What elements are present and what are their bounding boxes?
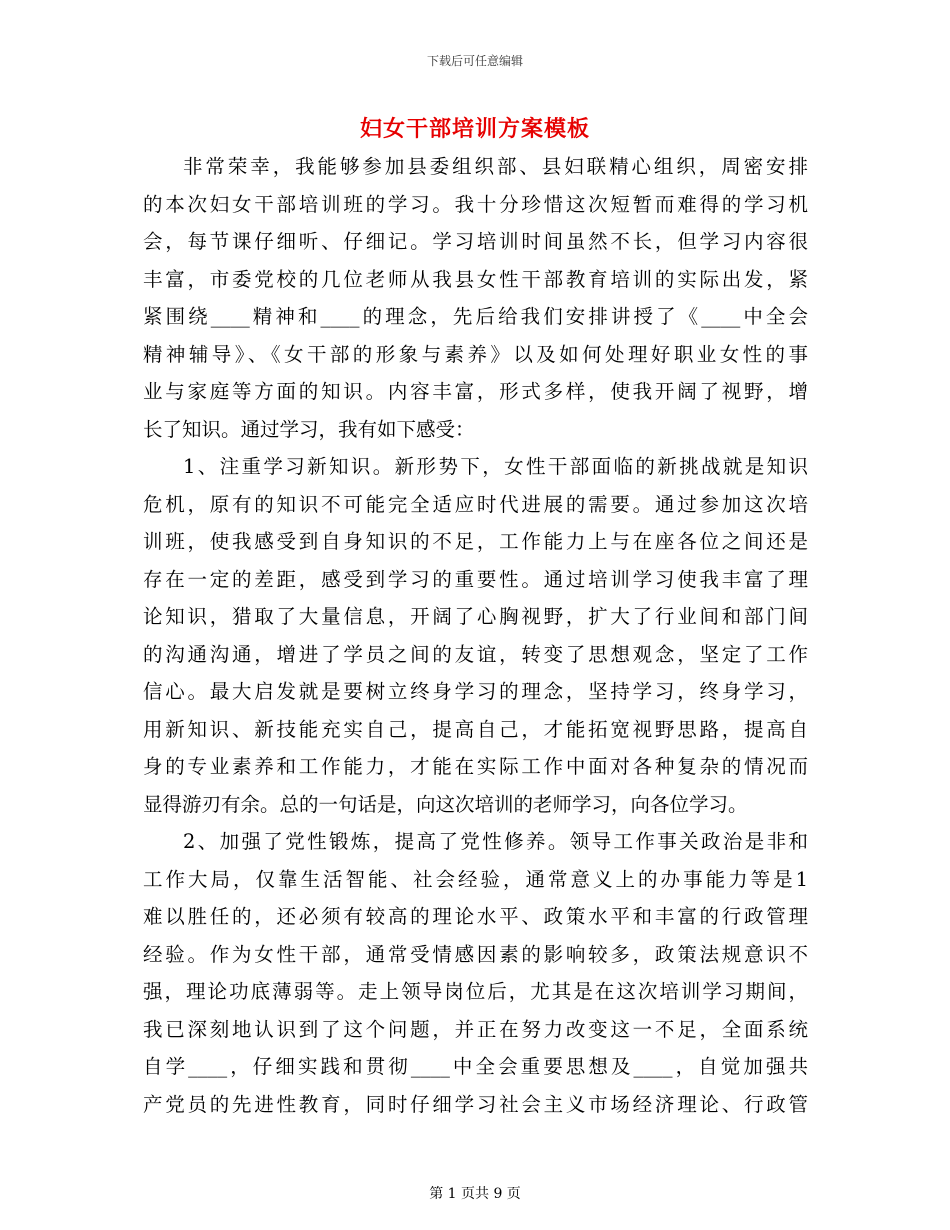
body-text-line: 长了知识。通过学习，我有如下感受： — [143, 417, 475, 441]
body-text-line: 训班，使我感受到自身知识的不足，工作能力上与在座各位之间还是 — [143, 530, 808, 553]
body-text-line: 的沟通沟通，增进了学员之间的友谊，转变了思想观念，坚定了工作 — [143, 642, 808, 666]
page-header-note: 下载后可任意编辑 — [426, 54, 523, 68]
body-text-line: 用新知识、新技能充实自己，提高自己，才能拓宽视野思路，提高自 — [143, 717, 808, 741]
body-text-line: 难以胜任的，还必须有较高的理论水平、政策水平和丰富的行政管理 — [143, 905, 808, 928]
body-text-line: 危机，原有的知识不可能完全适应时代进展的需要。通过参加这次培 — [143, 492, 808, 516]
body-text-line: 会，每节课仔细听、仔细记。学习培训时间虽然不长，但学习内容很 — [143, 230, 808, 253]
document-title: 妇女干部培训方案模板 — [359, 116, 590, 142]
body-text-line: 论知识，猎取了大量信息，开阔了心胸视野，扩大了行业间和部门间 — [143, 605, 808, 628]
body-text-line: 的本次妇女干部培训班的学习。我十分珍惜这次短暂而难得的学习机 — [143, 192, 808, 216]
body-text-line: 我已深刻地认识到了这个问题，并正在努力改变这一不足，全面系统 — [143, 1017, 808, 1041]
body-text-line: 信心。最大启发就是要树立终身学习的理念，坚持学习，终身学习， — [143, 680, 808, 703]
body-text-line: 产党员的先进性教育，同时仔细学习社会主义市场经济理论、行政管 — [143, 1092, 808, 1116]
body-text-line: 紧围绕____精神和____的理念，先后给我们安排讲授了《____中全会 — [143, 305, 808, 328]
body-text-line: 2、加强了党性锻炼，提高了党性修养。领导工作事关政治是非和 — [183, 830, 808, 853]
body-text-line: 1、注重学习新知识。新形势下，女性干部面临的新挑战就是知识 — [183, 455, 808, 478]
document-body — [143, 148, 808, 1123]
body-text-line: 精神辅导》、《女干部的形象与素养》以及如何处理好职业女性的事 — [143, 342, 808, 366]
body-text-line: 非常荣幸，我能够参加县委组织部、县妇联精心组织，周密安排 — [183, 155, 808, 178]
body-text-line: 身的专业素养和工作能力，才能在实际工作中面对各种复杂的情况而 — [143, 755, 808, 778]
body-text-line: 显得游刃有余。总的一句话是，向这次培训的老师学习，向各位学习。 — [143, 792, 748, 816]
page-number-footer: 第 1 页共 9 页 — [429, 1186, 521, 1202]
body-text-line: 丰富，市委党校的几位老师从我县女性干部教育培训的实际出发，紧 — [143, 267, 808, 291]
body-text-line: 经验。作为女性干部，通常受情感因素的影响较多，政策法规意识不 — [143, 942, 808, 966]
body-text-line: 工作大局，仅靠生活智能、社会经验，通常意义上的办事能力等是1 — [143, 867, 808, 891]
body-text-line: 强，理论功底薄弱等。走上领导岗位后，尤其是在这次培训学习期间， — [143, 980, 808, 1003]
body-text-line: 业与家庭等方面的知识。内容丰富，形式多样，使我开阔了视野，增 — [143, 380, 808, 403]
body-text-line: 自学____，仔细实践和贯彻____中全会重要思想及____，自觉加强共 — [143, 1055, 808, 1078]
body-text-line: 存在一定的差距，感受到学习的重要性。通过培训学习使我丰富了理 — [143, 567, 808, 591]
